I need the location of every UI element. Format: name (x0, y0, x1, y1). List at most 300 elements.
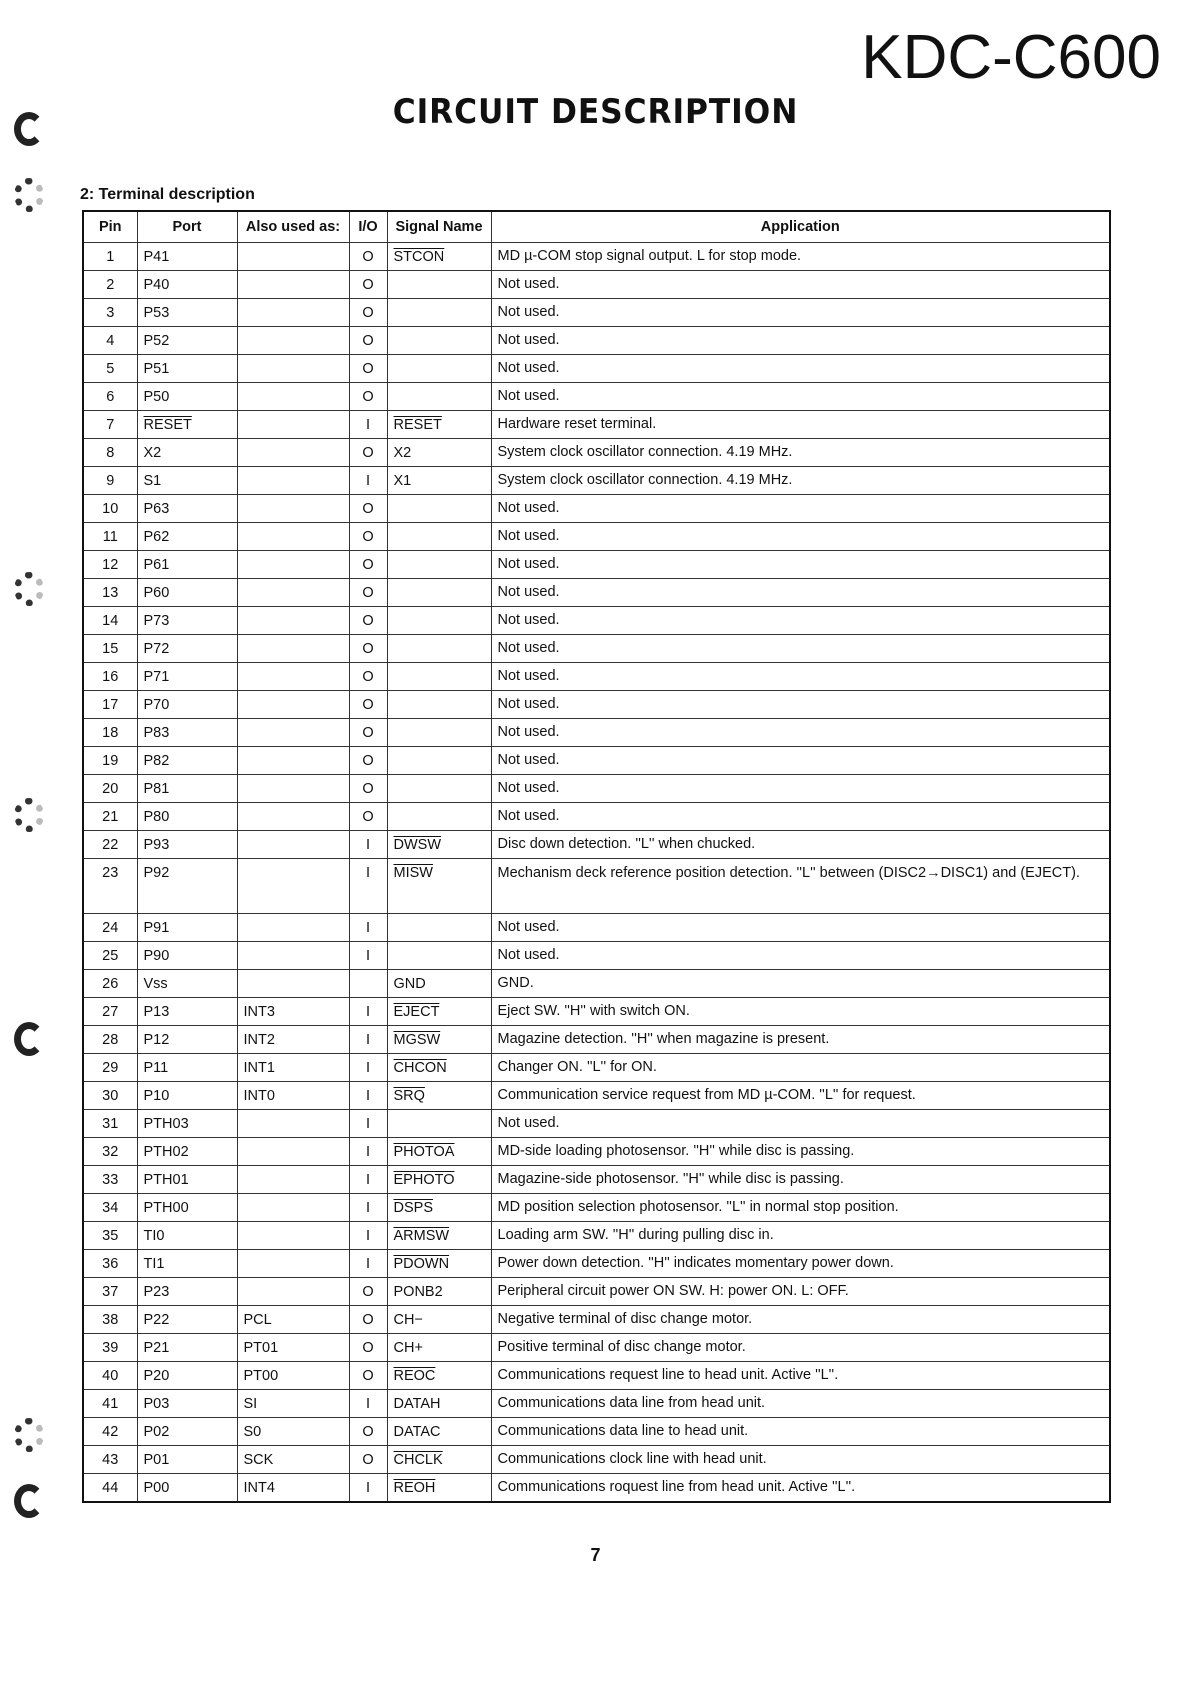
port-cell: P20 (137, 1362, 237, 1390)
also-used-cell (237, 355, 349, 383)
also-used-cell (237, 1166, 349, 1194)
also-used-cell (237, 635, 349, 663)
page-number: 7 (590, 1545, 601, 1565)
signal-name-cell: PONB2 (387, 1278, 491, 1306)
port-cell: PTH02 (137, 1138, 237, 1166)
application-cell: Not used. (491, 299, 1110, 327)
application-cell: Changer ON. ''L'' for ON. (491, 1054, 1110, 1082)
application-cell: System clock oscillator connection. 4.19 MHz. (491, 467, 1110, 495)
signal-name-cell (387, 803, 491, 831)
io-cell: O (349, 775, 387, 803)
application-cell: Communications clock line with head unit. (491, 1446, 1110, 1474)
signal-name-cell (387, 523, 491, 551)
io-cell: O (349, 383, 387, 411)
port-cell: Vss (137, 970, 237, 998)
pin-cell: 10 (83, 495, 137, 523)
also-used-cell (237, 719, 349, 747)
also-used-cell (237, 1222, 349, 1250)
port-cell: P53 (137, 299, 237, 327)
signal-name-cell: DWSW (387, 831, 491, 859)
pin-cell: 16 (83, 663, 137, 691)
also-used-cell (237, 579, 349, 607)
port-cell: P03 (137, 1390, 237, 1418)
table-row (83, 1222, 1110, 1250)
port-cell: P40 (137, 271, 237, 299)
also-used-cell: PCL (237, 1306, 349, 1334)
port-cell: P13 (137, 998, 237, 1026)
also-used-cell (237, 383, 349, 411)
pin-cell: 42 (83, 1418, 137, 1446)
pin-cell: 44 (83, 1474, 137, 1503)
table-row (83, 942, 1110, 970)
io-cell: O (349, 607, 387, 635)
io-cell: O (349, 495, 387, 523)
signal-name-cell: PDOWN (387, 1250, 491, 1278)
table-row (83, 775, 1110, 803)
io-cell: O (349, 663, 387, 691)
pin-cell: 12 (83, 551, 137, 579)
table-row (83, 523, 1110, 551)
pin-cell: 37 (83, 1278, 137, 1306)
io-cell: O (349, 1306, 387, 1334)
signal-name-cell (387, 942, 491, 970)
pin-cell: 33 (83, 1166, 137, 1194)
table-row (83, 1390, 1110, 1418)
model-number: KDC-C600 (861, 23, 1161, 92)
pin-cell: 13 (83, 579, 137, 607)
port-cell: P73 (137, 607, 237, 635)
application-cell: MD-side loading photosensor. ''H'' while disc is passing. (491, 1138, 1110, 1166)
table-row (83, 803, 1110, 831)
pin-cell: 19 (83, 747, 137, 775)
signal-name-cell (387, 1110, 491, 1138)
also-used-cell (237, 299, 349, 327)
pin-cell: 6 (83, 383, 137, 411)
pin-cell: 27 (83, 998, 137, 1026)
pin-cell: 36 (83, 1250, 137, 1278)
io-cell: I (349, 1082, 387, 1110)
application-cell: Not used. (491, 1110, 1110, 1138)
io-cell: O (349, 355, 387, 383)
io-cell: O (349, 327, 387, 355)
application-cell: Magazine-side photosensor. ''H'' while disc is passing. (491, 1166, 1110, 1194)
application-cell: Not used. (491, 719, 1110, 747)
also-used-cell: PT01 (237, 1334, 349, 1362)
port-cell: P01 (137, 1446, 237, 1474)
also-used-cell (237, 859, 349, 914)
signal-name-cell: EJECT (387, 998, 491, 1026)
port-cell: P21 (137, 1334, 237, 1362)
application-cell: Negative terminal of disc change motor. (491, 1306, 1110, 1334)
application-cell: System clock oscillator connection. 4.19 MHz. (491, 439, 1110, 467)
io-cell: I (349, 1390, 387, 1418)
pin-cell: 30 (83, 1082, 137, 1110)
terminal-table (82, 210, 1111, 1503)
io-cell: I (349, 1194, 387, 1222)
also-used-cell (237, 691, 349, 719)
page-title: CIRCUIT DESCRIPTION (392, 92, 799, 132)
port-cell: P12 (137, 1026, 237, 1054)
application-cell: MD position selection photosensor. ''L'' in normal stop position. (491, 1194, 1110, 1222)
table-row (83, 970, 1110, 998)
signal-name-cell (387, 607, 491, 635)
pin-cell: 31 (83, 1110, 137, 1138)
binder-hole-icon (14, 798, 44, 832)
io-cell: I (349, 1474, 387, 1503)
port-cell: P50 (137, 383, 237, 411)
binder-hole-icon (14, 1418, 44, 1452)
port-cell: P11 (137, 1054, 237, 1082)
table-row (83, 579, 1110, 607)
table-row (83, 439, 1110, 467)
table-row (83, 1474, 1110, 1503)
pin-cell: 7 (83, 411, 137, 439)
also-used-cell (237, 1250, 349, 1278)
signal-name-cell (387, 914, 491, 942)
pin-cell: 2 (83, 271, 137, 299)
table-row (83, 831, 1110, 859)
signal-name-cell: CHCON (387, 1054, 491, 1082)
io-cell: O (349, 1418, 387, 1446)
also-used-cell (237, 803, 349, 831)
application-cell: Not used. (491, 803, 1110, 831)
table-row (83, 355, 1110, 383)
application-cell: Not used. (491, 607, 1110, 635)
io-cell: O (349, 1278, 387, 1306)
signal-name-cell: REOH (387, 1474, 491, 1503)
pin-cell: 29 (83, 1054, 137, 1082)
application-cell: Not used. (491, 663, 1110, 691)
application-cell: Not used. (491, 383, 1110, 411)
io-cell: I (349, 914, 387, 942)
signal-name-cell (387, 663, 491, 691)
io-cell: I (349, 1222, 387, 1250)
also-used-cell (237, 271, 349, 299)
signal-name-cell: $\overline{SRQ}$ (387, 1082, 491, 1110)
also-used-cell (237, 942, 349, 970)
port-cell: P71 (137, 663, 237, 691)
also-used-cell (237, 970, 349, 998)
also-used-cell: INT3 (237, 998, 349, 1026)
also-used-cell: SI (237, 1390, 349, 1418)
table-row (83, 299, 1110, 327)
io-cell: O (349, 1362, 387, 1390)
signal-name-cell: ARMSW (387, 1222, 491, 1250)
also-used-cell (237, 663, 349, 691)
pin-cell: 21 (83, 803, 137, 831)
table-row (83, 1194, 1110, 1222)
signal-name-cell (387, 383, 491, 411)
io-cell: I (349, 1166, 387, 1194)
also-used-cell (237, 411, 349, 439)
also-used-cell: S0 (237, 1418, 349, 1446)
port-cell: P90 (137, 942, 237, 970)
io-cell: I (349, 1250, 387, 1278)
table-row (83, 1026, 1110, 1054)
application-cell: Not used. (491, 942, 1110, 970)
also-used-cell (237, 747, 349, 775)
pin-cell: 3 (83, 299, 137, 327)
table-row (83, 551, 1110, 579)
application-cell: Magazine detection. ''H'' when magazine is present. (491, 1026, 1110, 1054)
signal-name-cell (387, 719, 491, 747)
table-row (83, 1082, 1110, 1110)
also-used-cell (237, 1278, 349, 1306)
port-cell: P00 (137, 1474, 237, 1503)
pin-cell: 23 (83, 859, 137, 914)
application-cell: Communications data line from head unit. (491, 1390, 1110, 1418)
io-cell: I (349, 998, 387, 1026)
signal-name-cell: MGSW (387, 1026, 491, 1054)
port-cell: PTH01 (137, 1166, 237, 1194)
io-cell: O (349, 299, 387, 327)
port-cell: P41 (137, 243, 237, 271)
application-cell: Not used. (491, 271, 1110, 299)
application-cell: Communications roquest line from head unit. Active ''L''. (491, 1474, 1110, 1503)
also-used-cell (237, 467, 349, 495)
application-cell: Mechanism deck reference position detection. ''L'' between (DISC2→DISC1) and (EJECT). (491, 859, 1110, 914)
signal-name-cell: PHOTOA (387, 1138, 491, 1166)
port-cell: P61 (137, 551, 237, 579)
port-cell: PTH00 (137, 1194, 237, 1222)
column-header: Application (491, 211, 1110, 243)
port-cell: P63 (137, 495, 237, 523)
table-row (83, 607, 1110, 635)
pin-cell: 40 (83, 1362, 137, 1390)
signal-name-cell: STCON (387, 243, 491, 271)
port-cell: P70 (137, 691, 237, 719)
table-row (83, 691, 1110, 719)
table-row (83, 1446, 1110, 1474)
pin-cell: 20 (83, 775, 137, 803)
application-cell: Not used. (491, 551, 1110, 579)
io-cell: O (349, 1446, 387, 1474)
port-cell: TI1 (137, 1250, 237, 1278)
application-cell: Not used. (491, 495, 1110, 523)
binder-hole-icon (14, 178, 44, 212)
column-header: Pin (83, 211, 137, 243)
port-cell: P82 (137, 747, 237, 775)
signal-name-cell: DSPS (387, 1194, 491, 1222)
signal-name-cell (387, 635, 491, 663)
signal-name-cell: CH− (387, 1306, 491, 1334)
signal-name-cell (387, 691, 491, 719)
application-cell: Peripheral circuit power ON SW. H: power ON. L: OFF. (491, 1278, 1110, 1306)
application-cell: Communications data line to head unit. (491, 1418, 1110, 1446)
table-row (83, 719, 1110, 747)
table-row (83, 1250, 1110, 1278)
pin-cell: 25 (83, 942, 137, 970)
pin-cell: 18 (83, 719, 137, 747)
table-row (83, 1418, 1110, 1446)
port-cell: P22 (137, 1306, 237, 1334)
port-cell: P60 (137, 579, 237, 607)
section-heading: 2: Terminal description (80, 186, 255, 203)
io-cell: O (349, 523, 387, 551)
pin-cell: 24 (83, 914, 137, 942)
pin-cell: 41 (83, 1390, 137, 1418)
table-row (83, 1278, 1110, 1306)
signal-name-cell: DATAC (387, 1418, 491, 1446)
also-used-cell (237, 523, 349, 551)
signal-name-cell (387, 327, 491, 355)
also-used-cell (237, 439, 349, 467)
pin-cell: 34 (83, 1194, 137, 1222)
port-cell: P91 (137, 914, 237, 942)
table-row (83, 467, 1110, 495)
signal-name-cell (387, 271, 491, 299)
signal-name-cell: X2 (387, 439, 491, 467)
table-row (83, 1166, 1110, 1194)
column-header: Port (137, 211, 237, 243)
io-cell: I (349, 411, 387, 439)
table-row (83, 663, 1110, 691)
io-cell (349, 970, 387, 998)
pin-cell: 35 (83, 1222, 137, 1250)
application-cell: Not used. (491, 327, 1110, 355)
signal-name-cell: EPHOTO (387, 1166, 491, 1194)
application-cell: MD µ-COM stop signal output. L for stop mode. (491, 243, 1110, 271)
also-used-cell: PT00 (237, 1362, 349, 1390)
application-cell: Not used. (491, 691, 1110, 719)
io-cell: I (349, 467, 387, 495)
io-cell: O (349, 803, 387, 831)
table-row (83, 243, 1110, 271)
application-cell: Loading arm SW. ''H'' during pulling disc in. (491, 1222, 1110, 1250)
signal-name-cell: CH+ (387, 1334, 491, 1362)
pin-cell: 39 (83, 1334, 137, 1362)
application-cell: Communications request line to head unit. Active ''L''. (491, 1362, 1110, 1390)
column-header: I/O (349, 211, 387, 243)
pin-cell: 26 (83, 970, 137, 998)
port-cell: P81 (137, 775, 237, 803)
table-row (83, 998, 1110, 1026)
signal-name-cell: GND (387, 970, 491, 998)
application-cell: Positive terminal of disc change motor. (491, 1334, 1110, 1362)
application-cell: Not used. (491, 775, 1110, 803)
io-cell: O (349, 719, 387, 747)
pin-cell: 5 (83, 355, 137, 383)
application-cell: Communication service request from MD µ-COM. ''L'' for request. (491, 1082, 1110, 1110)
pin-cell: 14 (83, 607, 137, 635)
table-row (83, 383, 1110, 411)
binder-hole-icon (14, 112, 44, 146)
pin-cell: 17 (83, 691, 137, 719)
port-cell: P93 (137, 831, 237, 859)
signal-name-cell: DATAH (387, 1390, 491, 1418)
also-used-cell (237, 1138, 349, 1166)
pin-cell: 1 (83, 243, 137, 271)
also-used-cell: INT1 (237, 1054, 349, 1082)
table-row (83, 1054, 1110, 1082)
port-cell: P23 (137, 1278, 237, 1306)
signal-name-cell (387, 299, 491, 327)
signal-name-cell: REOC (387, 1362, 491, 1390)
application-cell: GND. (491, 970, 1110, 998)
table-row (83, 1306, 1110, 1334)
application-cell: Not used. (491, 635, 1110, 663)
also-used-cell (237, 1194, 349, 1222)
pin-cell: 28 (83, 1026, 137, 1054)
also-used-cell: INT0 (237, 1082, 349, 1110)
io-cell: I (349, 1054, 387, 1082)
port-cell: P83 (137, 719, 237, 747)
table-row (83, 495, 1110, 523)
port-cell: P10 (137, 1082, 237, 1110)
binder-hole-icon (14, 1484, 44, 1518)
column-header: Signal Name (387, 211, 491, 243)
signal-name-cell (387, 579, 491, 607)
io-cell: I (349, 831, 387, 859)
port-cell: S1 (137, 467, 237, 495)
signal-name-cell (387, 495, 491, 523)
column-header: Also used as: (237, 211, 349, 243)
also-used-cell (237, 1110, 349, 1138)
application-cell: Power down detection. ''H'' indicates momentary power down. (491, 1250, 1110, 1278)
also-used-cell (237, 495, 349, 523)
pin-cell: 15 (83, 635, 137, 663)
io-cell: I (349, 1138, 387, 1166)
signal-name-cell: RESET (387, 411, 491, 439)
io-cell: I (349, 859, 387, 914)
also-used-cell (237, 914, 349, 942)
pin-cell: 22 (83, 831, 137, 859)
port-cell: P02 (137, 1418, 237, 1446)
io-cell: O (349, 635, 387, 663)
table-row (83, 635, 1110, 663)
table-row (83, 1362, 1110, 1390)
port-cell: PTH03 (137, 1110, 237, 1138)
signal-name-cell (387, 747, 491, 775)
io-cell: O (349, 243, 387, 271)
io-cell: I (349, 942, 387, 970)
signal-name-cell: X1 (387, 467, 491, 495)
port-cell: P62 (137, 523, 237, 551)
io-cell: I (349, 1110, 387, 1138)
pin-cell: 38 (83, 1306, 137, 1334)
also-used-cell: SCK (237, 1446, 349, 1474)
io-cell: O (349, 579, 387, 607)
pin-cell: 4 (83, 327, 137, 355)
table-row (83, 411, 1110, 439)
pin-cell: 32 (83, 1138, 137, 1166)
binder-hole-icon (14, 572, 44, 606)
io-cell: O (349, 439, 387, 467)
table-header-row (83, 211, 1110, 243)
table-row (83, 1110, 1110, 1138)
io-cell: O (349, 691, 387, 719)
table-row (83, 327, 1110, 355)
table-row (83, 1334, 1110, 1362)
signal-name-cell (387, 551, 491, 579)
also-used-cell (237, 607, 349, 635)
application-cell: Not used. (491, 355, 1110, 383)
also-used-cell: INT2 (237, 1026, 349, 1054)
table-row (83, 1138, 1110, 1166)
table-row (83, 914, 1110, 942)
io-cell: O (349, 747, 387, 775)
io-cell: O (349, 271, 387, 299)
pin-cell: 9 (83, 467, 137, 495)
application-cell: Not used. (491, 914, 1110, 942)
signal-name-cell (387, 355, 491, 383)
io-cell: O (349, 1334, 387, 1362)
signal-name-cell (387, 775, 491, 803)
table-row (83, 747, 1110, 775)
application-cell: Not used. (491, 747, 1110, 775)
also-used-cell: INT4 (237, 1474, 349, 1503)
pin-cell: 43 (83, 1446, 137, 1474)
